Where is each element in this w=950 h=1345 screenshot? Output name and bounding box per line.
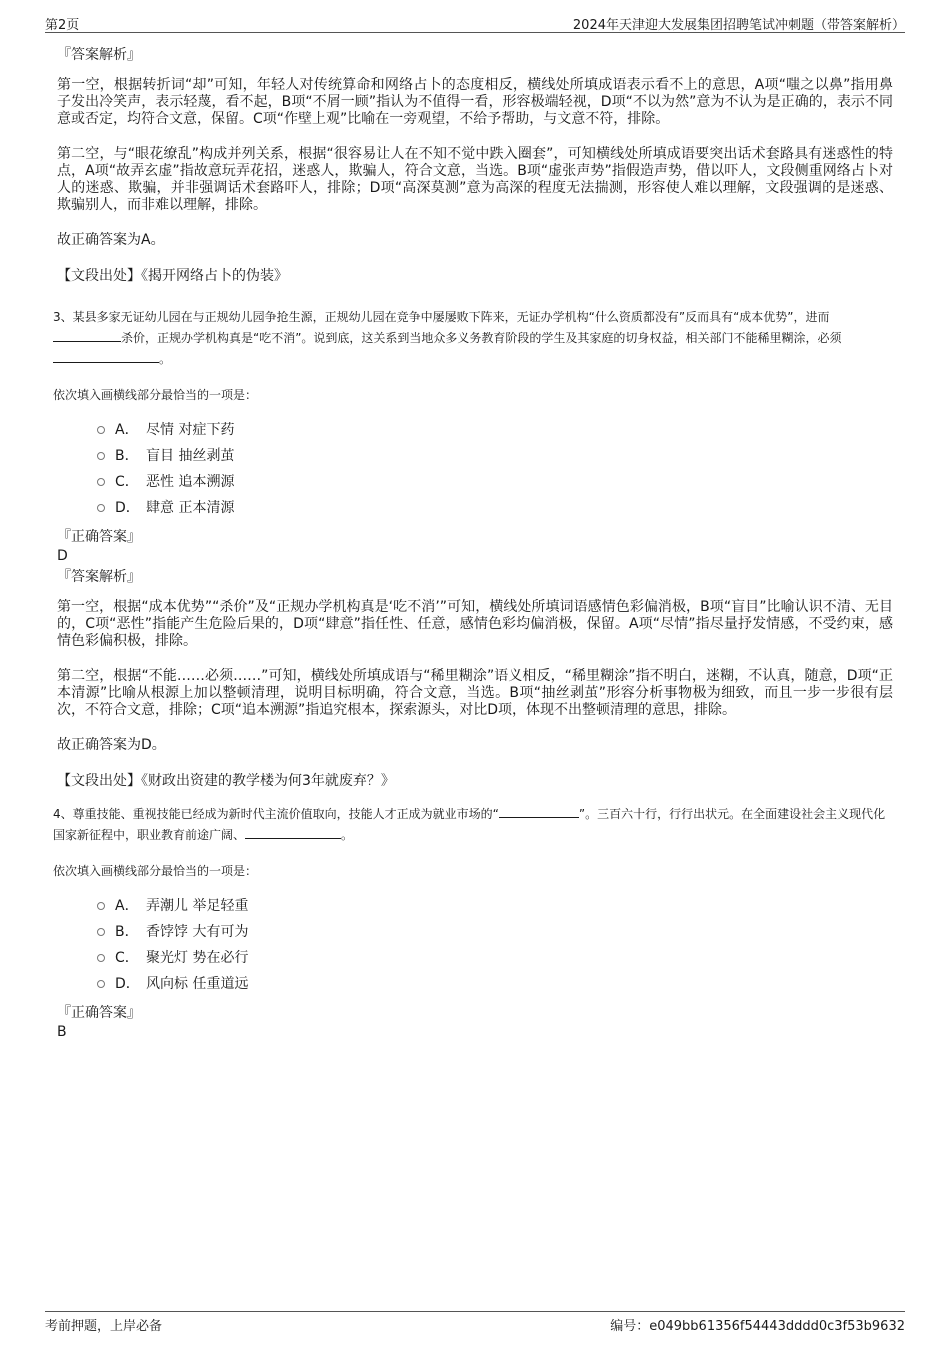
q4-option-c[interactable]: C． 聚光灯 势在必行: [97, 945, 893, 971]
footer-slogan: 考前押题，上岸必备: [45, 1319, 163, 1334]
q2-source: 【文段出处】《揭开网络占卜的伪装》: [57, 268, 288, 284]
radio-icon[interactable]: [97, 902, 105, 910]
q3-prompt: 依次填入画横线部分最恰当的一项是：: [53, 388, 258, 402]
q3-correct-answer: D: [57, 548, 68, 564]
q4-correct-tag: 『正确答案』: [57, 1005, 141, 1021]
question-3: [53, 307, 893, 403]
radio-icon[interactable]: [97, 504, 105, 512]
radio-icon[interactable]: [97, 426, 105, 434]
q4-correct-answer: B: [57, 1024, 67, 1040]
q3-conclusion: 故正确答案为D。: [57, 737, 166, 753]
q3-analysis-p1: 第一空，根据“成本优势”“杀价”及“正规办学机构真是‘吃不消’”可知，横线处所填词语感情色彩偏消极，B项“盲目”比喻认识不清、无目的，C项“恶性”指能产生危险后果的，D项“肆意”指任性、任意，感情色彩均偏消极，保留。A项“尽情”指尽量抒发情感，不受约束，感情色彩偏积极，排除。: [57, 599, 893, 649]
q4-option-a[interactable]: A． 弄潮儿 举足轻重: [97, 893, 893, 919]
q2-analysis-p2: 第二空，与“眼花缭乱”构成并列关系，根据“很容易让人在不知不觉中跌入圈套”，可知横线处所填成语要突出话术套路具有迷惑性的特点，A项“故弄玄虚”指故意玩弄花招，迷惑人，欺骗人，符合文意，当选。B项“虚张声势”指假造声势，借以吓人，文段侧重网络占卜对人的迷惑、欺骗，并非强调话术套路吓人，排除；D项“高深莫测”意为高深的程度无法揣测，形容使人难以理解，文段强调的是迷惑、欺骗别人，而非难以理解，排除。: [57, 146, 893, 213]
radio-icon[interactable]: [97, 980, 105, 988]
q4-stem: 4、尊重技能、重视技能已经成为新时代主流价值取向，技能人才正成为就业市场的“ ”。三百六十行，行行出状元。在全面建设社会主义现代化国家新征程中，职业教育前途广阔、 。: [53, 804, 893, 846]
q4-option-d[interactable]: D． 风向标 任重道远: [97, 971, 893, 997]
q4-option-b[interactable]: B． 香饽饽 大有可为: [97, 919, 893, 945]
q3-option-b[interactable]: B． 盲目 抽丝剥茧: [97, 443, 893, 469]
page-header: [45, 12, 905, 33]
page-content: [53, 45, 893, 1041]
page-footer: [45, 1311, 905, 1332]
q2-analysis-tag: 『答案解析』: [57, 47, 141, 63]
radio-icon[interactable]: [97, 452, 105, 460]
q4-prompt: 依次填入画横线部分最恰当的一项是：: [53, 864, 258, 878]
q3-blank-2: [53, 349, 159, 363]
q4-blank-2: [245, 825, 341, 839]
q3-analysis-tag: 『答案解析』: [57, 569, 141, 585]
document-code: 编号：e049bb61356f54443dddd0c3f53b9632: [610, 1319, 905, 1334]
radio-icon[interactable]: [97, 478, 105, 486]
radio-icon[interactable]: [97, 954, 105, 962]
q3-blank-1: [53, 328, 121, 342]
q3-stem: 3、某县多家无证幼儿园在与正规幼儿园争抢生源，正规幼儿园在竞争中屡屡败下阵来，无证办学机构“什么资质都没有”反而具有“成本优势”，进而杀价，正规办学机构真是“吃不消”。说到底，这关系到当地众多义务教育阶段的学生及其家庭的切身权益，相关部门不能稀里糊涂，必须。: [53, 310, 842, 366]
q3-analysis-p2: 第二空，根据“不能……必须……”可知，横线处所填成语与“稀里糊涂”语义相反，“稀里糊涂”指不明白，迷糊，不认真，随意，D项“正本清源”比喻从根源上加以整顿清理，说明目标明确，符合文意，当选。B项“抽丝剥茧”形容分析事物极为细致，而且一步一步很有层次，不符合文意，排除；C项“追本溯源”指追究根本，探索源头，对比D项，体现不出整顿清理的意思，排除。: [57, 668, 893, 718]
q3-option-a[interactable]: A． 尽情 对症下药: [97, 417, 893, 443]
q4-blank-1: [499, 804, 579, 818]
q3-options: [97, 417, 893, 521]
radio-icon[interactable]: [97, 928, 105, 936]
q3-correct-tag: 『正确答案』: [57, 529, 141, 545]
q4-options: [97, 893, 893, 997]
page-number: 第2页: [45, 18, 80, 33]
q3-option-c[interactable]: C． 恶性 追本溯源: [97, 469, 893, 495]
q2-conclusion: 故正确答案为A。: [57, 232, 165, 248]
q2-analysis-p1: 第一空，根据转折词“却”可知，年轻人对传统算命和网络占卜的态度相反，横线处所填成语表示看不上的意思，A项“嗤之以鼻”指用鼻子发出冷笑声，表示轻蔑，看不起，B项“不屑一顾”指认为不值得一看，形容极端轻视，D项“不以为然”意为不认为是正确的，表示不同意或否定，均符合文意，保留。C项“作壁上观”比喻在一旁观望，不给予帮助，与文意不符，排除。: [57, 77, 893, 127]
q3-source: 【文段出处】《财政出资建的教学楼为何3年就废弃？》: [57, 773, 395, 789]
question-4: [53, 804, 893, 879]
document-title: 2024年天津迎大发展集团招聘笔试冲刺题（带答案解析）: [572, 18, 905, 33]
q3-option-d[interactable]: D． 肆意 正本清源: [97, 495, 893, 521]
